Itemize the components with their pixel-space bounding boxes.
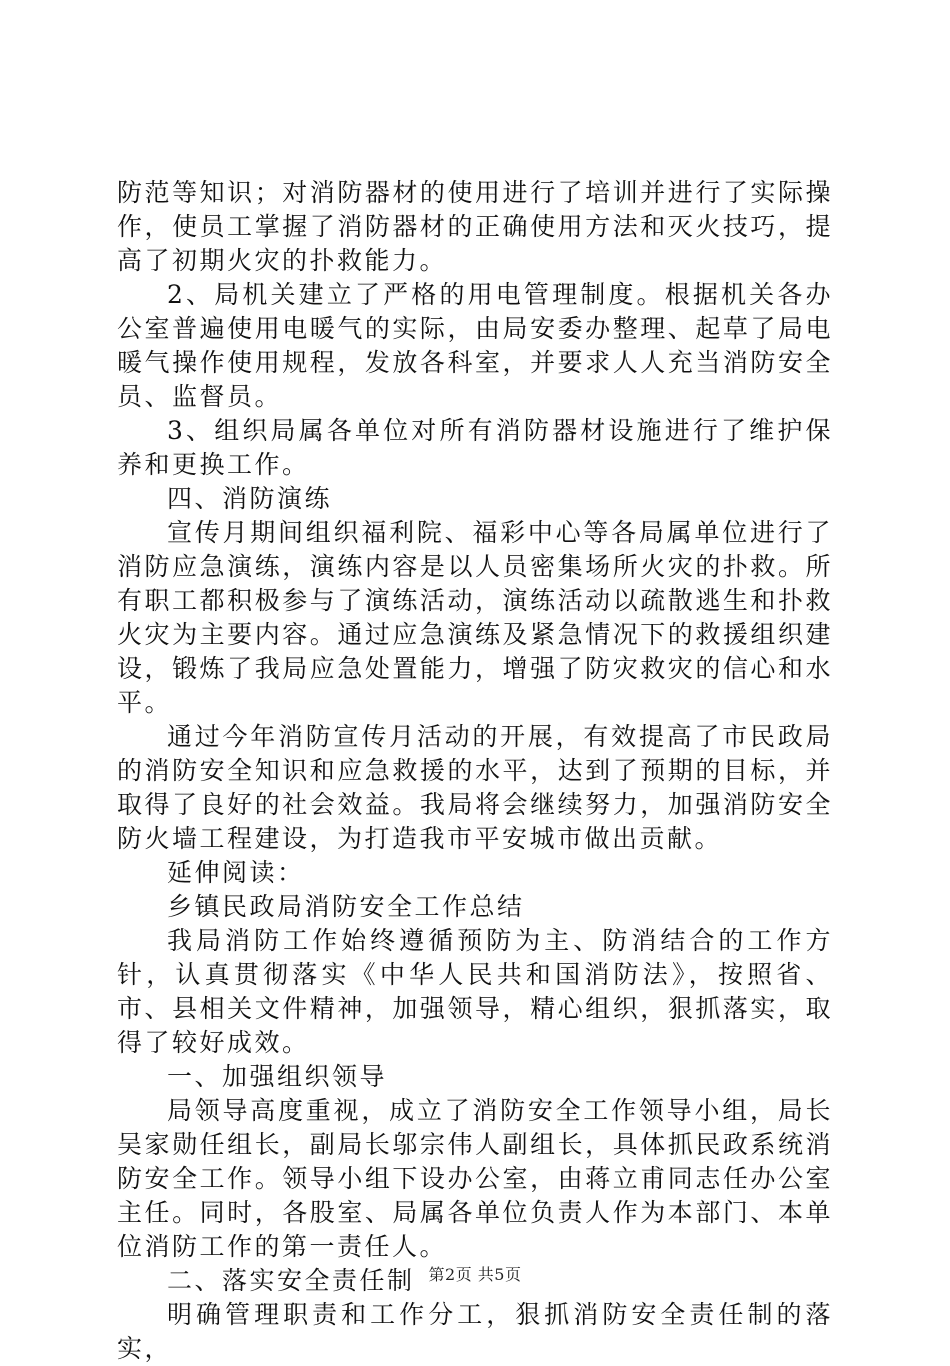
paragraph-continuation: 防范等知识；对消防器材的使用进行了培训并进行了实际操作，使员工掌握了消防器材的正确使用方法和灭火技巧，提高了初期火灾的扑救能力。 — [117, 178, 833, 275]
paragraph-summary: 通过今年消防宣传月活动的开展，有效提高了市民政局的消防安全知识和应急救援的水平，达到了预期的目标，并取得了良好的社会效益。我局将会继续努力，加强消防安全防火墙工程建设，为打造我市平安城市做出贡献。 — [117, 722, 833, 853]
document-body — [117, 176, 833, 1366]
paragraph-item-3: 3、组织局属各单位对所有消防器材设施进行了维护保养和更换工作。 — [117, 416, 833, 479]
paragraph-intro: 我局消防工作始终遵循预防为主、防消结合的工作方针，认真贯彻落实《中华人民共和国消防法》，按照省、市、县相关文件精神，加强领导，精心组织，狠抓落实，取得了较好成效。 — [117, 926, 833, 1057]
article-title: 乡镇民政局消防安全工作总结 — [167, 892, 525, 921]
section-heading-fire-drill: 四、消防演练 — [167, 484, 333, 513]
paragraph-responsibility: 明确管理职责和工作分工，狠抓消防安全责任制的落实， — [117, 1300, 833, 1363]
extended-reading-label: 延伸阅读： — [167, 858, 305, 887]
page-footer: 第2页 共5页 — [428, 1265, 522, 1284]
paragraph-leadership: 局领导高度重视，成立了消防安全工作领导小组，局长吴家勋任组长，副局长邬宗伟人副组长，具体抓民政系统消防安全工作。领导小组下设办公室，由蒋立甫同志任办公室主任。同时，各股室、局属各单位负责人作为本部门、本单位消防工作的第一责任人。 — [117, 1096, 833, 1261]
paragraph-item-2: 2、局机关建立了严格的用电管理制度。根据机关各办公室普遍使用电暖气的实际，由局安委办整理、起草了局电暖气操作使用规程，发放各科室，并要求人人充当消防安全员、监督员。 — [117, 280, 833, 411]
section-heading-responsibility: 二、落实安全责任制 — [167, 1266, 415, 1295]
section-heading-leadership: 一、加强组织领导 — [167, 1062, 388, 1091]
paragraph-fire-drill: 宣传月期间组织福利院、福彩中心等各局属单位进行了消防应急演练，演练内容是以人员密集场所火灾的扑救。所有职工都积极参与了演练活动，演练活动以疏散逃生和扑救火灾为主要内容。通过应急演练及紧急情况下的救援组织建设，锻炼了我局应急处置能力，增强了防灾救灾的信心和水平。 — [117, 518, 833, 717]
